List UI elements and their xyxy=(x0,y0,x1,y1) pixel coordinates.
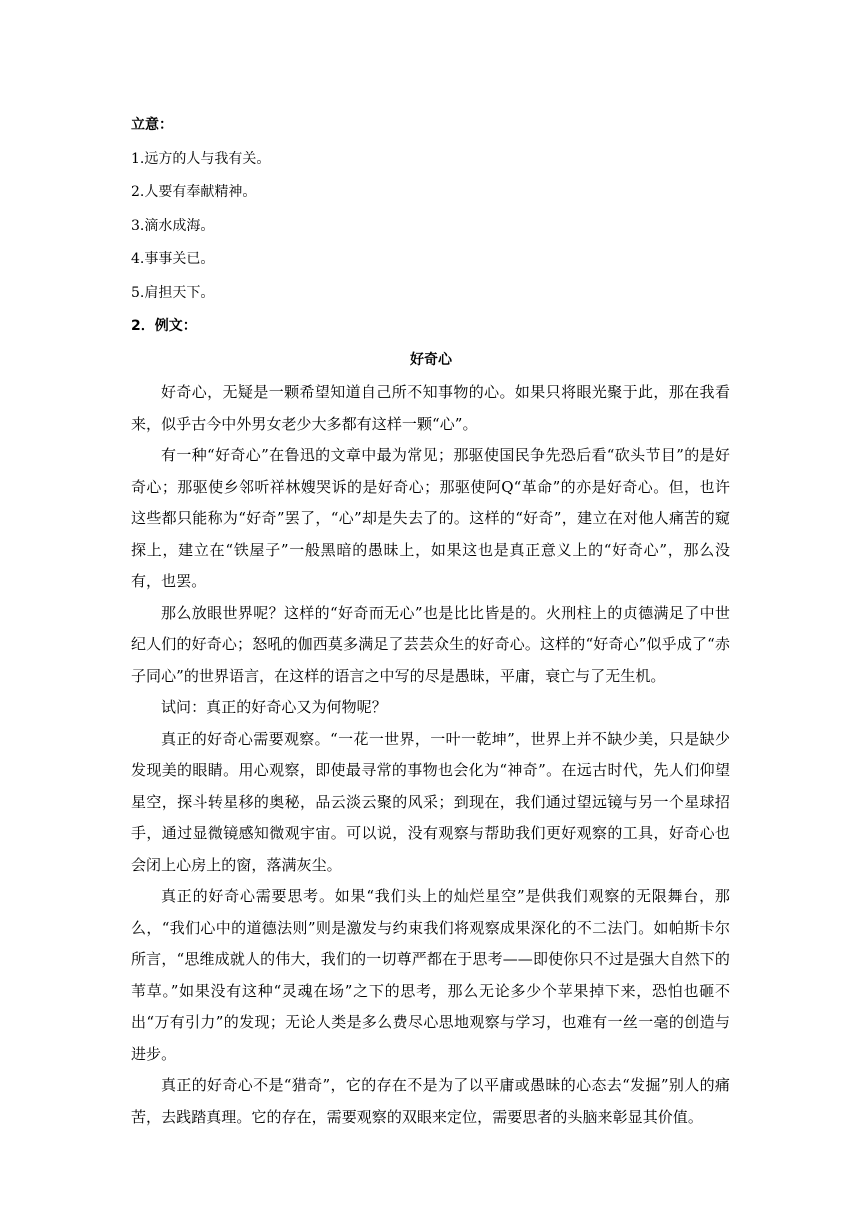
point-item: 5.肩担天下。 xyxy=(131,284,215,301)
essay-paragraph: 试问：真正的好奇心又为何物呢？ xyxy=(161,698,387,716)
point-item: 1.远方的人与我有关。 xyxy=(131,150,271,167)
point-item: 2.人要有奉献精神。 xyxy=(131,184,257,200)
essay-paragraph: 那么放眼世界呢？这样的“好奇而无心”也是比比皆是的。火刑柱上的贞德满足了中世纪人们的好奇心；怒吼的伽西莫多满足了芸芸众生的好奇心。这样的“好奇心”似乎成了“赤子同心”的世界语言，在这样的语言之中写的尽是愚昧，平庸，衰亡与了无生机。 xyxy=(131,603,730,685)
point-item: 3.滴水成海。 xyxy=(131,217,215,234)
essay-title: 好奇心 xyxy=(410,351,452,368)
essay-paragraph: 好奇心，无疑是一颗希望知道自己所不知事物的心。如果只将眼光聚于此，那在我看来，似乎古今中外男女老少大多都有这样一颗“心”。 xyxy=(131,383,730,433)
example-heading: 2．例文： xyxy=(131,318,197,334)
essay-paragraph: 有一种“好奇心”在鲁迅的文章中最为常见；那驱使国民争先恐后看“砍头节目”的是好奇心；那驱使乡邻听祥林嫂哭诉的是好奇心；那驱使阿Q“革命”的亦是好奇心。但，也许这些都只能称为“好奇”罢了，“心”却是失去了的。这样的“好奇”，建立在对他人痛苦的窥探上，建立在“铁屋子”一般黑暗的愚昧上，如果这也是真正意义上的“好奇心”，那么没有，也罢。 xyxy=(131,446,730,590)
document-content xyxy=(131,109,731,1133)
essay-paragraph: 真正的好奇心不是“猎奇”，它的存在不是为了以平庸或愚昧的心态去“发掘”别人的痛苦，去践踏真理。它的存在，需要观察的双眼来定位，需要思者的头脑来彰显其价值。 xyxy=(131,1076,730,1126)
essay-paragraph: 真正的好奇心需要观察。“一花一世界，一叶一乾坤”，世界上并不缺少美，只是缺少发现美的眼睛。用心观察，即使最寻常的事物也会化为“神奇”。在远古时代，先人们仰望星空，探斗转星移的奥秘，品云淡云聚的风采；到现在，我们通过望远镜与另一个星球招手，通过显微镜感知微观宇宙。可以说，没有观察与帮助我们更好观察的工具，好奇心也会闭上心房上的窗，落满灰尘。 xyxy=(131,729,730,874)
point-item: 4.事事关已。 xyxy=(131,251,215,267)
essay-paragraph: 真正的好奇心需要思考。如果“我们头上的灿烂星空”是供我们观察的无限舞台，那么，“我们心中的道德法则”则是激发与约束我们将观察成果深化的不二法门。如帕斯卡尔所言，“思维成就人的伟大，我们的一切尊严都在于思考——即使你只不过是强大自然下的苇草。”如果没有这种“灵魂在场”之下的思考，那么无论多少个苹果掉下来，恐怕也砸不出“万有引力”的发现；无论人类是多么费尽心思地观察与学习，也难有一丝一毫的创造与进步。 xyxy=(131,887,730,1063)
section-heading: 立意： xyxy=(131,117,173,133)
